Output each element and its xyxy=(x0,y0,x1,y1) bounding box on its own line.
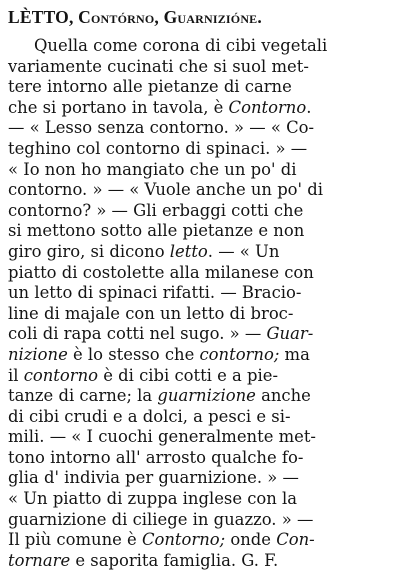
text-line xyxy=(8,263,396,284)
text-segment: e saporita famiglia. G. F. xyxy=(70,550,279,570)
italic-term: Contorno; xyxy=(141,530,226,550)
text-line xyxy=(8,36,396,57)
text-segment: contorno? » — Gli erbaggi cotti che xyxy=(8,200,304,220)
text-segment: giro giro, si dicono xyxy=(8,241,170,261)
italic-term: contorno; xyxy=(199,344,280,364)
text-line xyxy=(8,489,396,510)
text-segment: tere intorno alle pietanze di carne xyxy=(8,77,292,97)
text-segment: variamente cucinati che si suol met- xyxy=(8,56,309,76)
text-line xyxy=(8,118,396,139)
text-segment: « Io non ho mangiato che un po' di xyxy=(8,159,297,179)
text-line xyxy=(8,510,396,531)
text-line xyxy=(8,242,396,263)
text-segment: che si portano in tavola, è xyxy=(8,97,229,117)
text-segment: teghino col contorno di spinaci. » — xyxy=(8,138,308,158)
text-line xyxy=(8,345,396,366)
text-line xyxy=(8,530,396,551)
text-line xyxy=(8,139,396,160)
text-segment: line di majale con un letto di broc- xyxy=(8,303,294,323)
italic-term: nizione xyxy=(8,344,68,364)
headword: LÈTTO xyxy=(8,7,69,27)
text-line xyxy=(8,221,396,242)
dictionary-entry xyxy=(8,6,396,571)
text-segment: il xyxy=(8,365,24,385)
text-segment: . — « Un xyxy=(207,241,280,261)
text-line xyxy=(8,201,396,222)
italic-term: guarnizione xyxy=(157,386,256,406)
text-line xyxy=(8,468,396,489)
text-segment: mili. — « I cuochi generalmente met- xyxy=(8,427,316,447)
text-line xyxy=(8,427,396,448)
heading-end: . xyxy=(257,7,262,27)
text-segment: guarnizione di ciliege in guazzo. » — xyxy=(8,509,314,529)
text-line xyxy=(8,366,396,387)
text-segment: onde xyxy=(225,530,277,550)
text-line xyxy=(8,77,396,98)
text-segment: tono intorno all' arrosto qualche fo- xyxy=(8,447,304,467)
text-line xyxy=(8,448,396,469)
heading-separator: , xyxy=(154,7,164,27)
text-line xyxy=(8,98,396,119)
text-segment: si mettono sotto alle pietanze e non xyxy=(8,221,305,241)
italic-term: letto xyxy=(169,241,208,261)
text-line xyxy=(8,283,396,304)
text-segment: un letto di spinaci rifatti. — Bracio- xyxy=(8,283,302,303)
text-segment: « Un piatto di zuppa inglese con la xyxy=(8,489,298,509)
heading-term-guarnizione: Guarnizióne xyxy=(163,7,258,27)
text-segment: Quella come corona di cibi vegetali xyxy=(34,36,328,55)
text-segment: è lo stesso che xyxy=(67,344,200,364)
italic-term: tornare xyxy=(8,550,71,570)
italic-term: Guar- xyxy=(266,324,314,344)
entry-body xyxy=(8,36,396,571)
text-line xyxy=(8,57,396,78)
text-segment: ma xyxy=(279,344,310,364)
entry-heading xyxy=(8,6,396,28)
text-segment: . xyxy=(306,97,312,117)
text-line xyxy=(8,551,396,571)
text-segment: Il più comune è xyxy=(8,530,142,550)
italic-term: Contorno xyxy=(228,97,307,117)
text-segment: tanze di carne; la xyxy=(8,386,158,406)
heading-separator: , xyxy=(69,7,79,27)
text-segment: glia d' indivia per guarnizione. » — xyxy=(8,468,299,488)
text-line xyxy=(8,324,396,345)
heading-term-contorno: Contórno xyxy=(78,7,155,27)
italic-term: Con- xyxy=(276,530,315,550)
text-line xyxy=(8,180,396,201)
text-segment: è di cibi cotti e a pie- xyxy=(98,365,279,385)
text-segment: coli di rapa cotti nel sugo. » — xyxy=(8,324,267,344)
italic-term: contorno xyxy=(23,365,99,385)
text-line xyxy=(8,304,396,325)
text-segment: piatto di costolette alla milanese con xyxy=(8,262,314,282)
text-line xyxy=(8,407,396,428)
text-segment: — « Lesso senza contorno. » — « Co- xyxy=(8,118,315,138)
text-segment: anche xyxy=(255,386,311,406)
text-segment: di cibi crudi e a dolci, a pesci e si- xyxy=(8,406,291,426)
text-segment: contorno. » — « Vuole anche un po' di xyxy=(8,180,323,200)
text-line xyxy=(8,386,396,407)
text-line xyxy=(8,160,396,181)
